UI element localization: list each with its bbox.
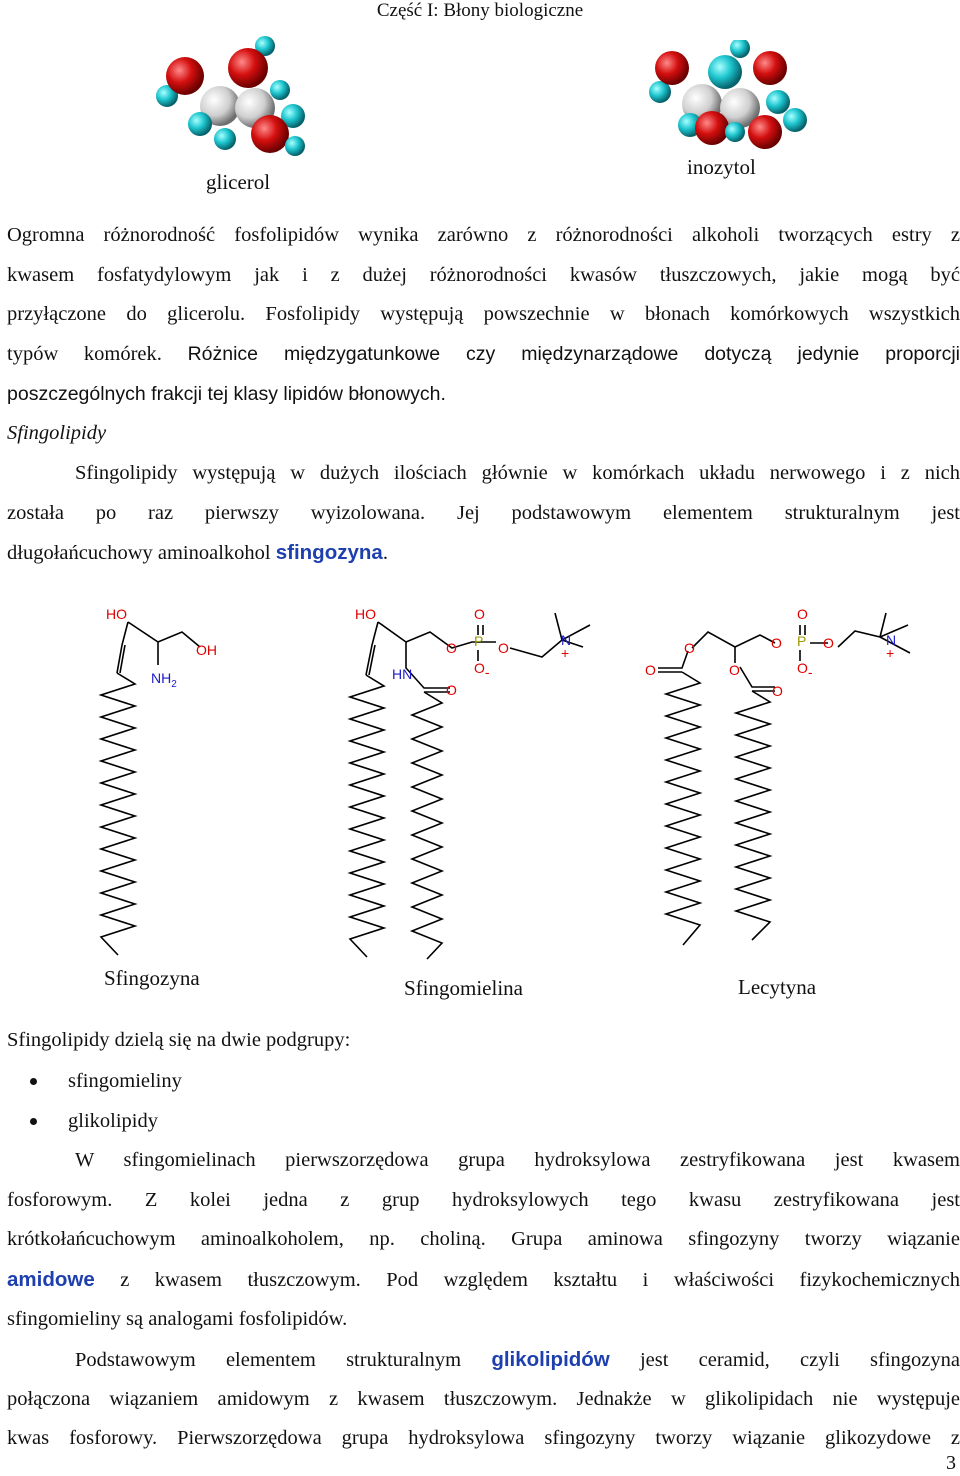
lecithin-O2-label: O — [645, 662, 656, 678]
sphingosine-skeleton — [117, 622, 200, 673]
text-line: krótkołańcuchowym aminoalkoholem, np. choliną. Grupa aminowa sfingozyny tworzy wiązanie — [7, 1228, 960, 1251]
lecithin-O-minus-label: O- — [797, 660, 813, 680]
lecithin-O6-label: O — [797, 606, 808, 622]
sphingomyelin-plus-label: + — [561, 645, 570, 661]
paragraph-phospholipids — [7, 216, 960, 414]
paragraph-sphingomyelins — [7, 1141, 960, 1339]
sphingomyelin-P-label: P — [474, 633, 484, 649]
sphingosine-NH2-label: $NH_2$ — [151, 670, 177, 690]
sphingomyelin-tail-1 — [350, 675, 384, 957]
term-sfingozyna: sfingozyna — [275, 541, 383, 565]
caption-lecytyna: Lecytyna — [738, 975, 817, 999]
lecithin-O5-label: O — [771, 635, 782, 651]
caption-sfingozyna: Sfingozyna — [104, 966, 200, 990]
sphingomyelin-O2-label: O — [474, 606, 485, 622]
sphingomyelin-tail-2 — [412, 692, 442, 959]
glicerol-label: glicerol — [206, 170, 271, 194]
inozytol-molecule-image — [640, 40, 820, 150]
text-line: Podstawowym elementem strukturalnym glikolipidów jest ceramid, czyli sfingozyna — [75, 1348, 960, 1371]
text-line: Sfingolipidy dzielą się na dwie podgrupy: — [7, 1029, 351, 1051]
lecithin-plus-label: + — [886, 645, 895, 661]
text-line: kwasem fosfatydylowym jak i z dużej różnorodności kwasów tłuszczowych, jakie mogą być — [7, 263, 960, 286]
term-glikolipidow: glikolipidów — [491, 1348, 610, 1371]
bullet-icon — [30, 1078, 37, 1085]
text-line: poszczególnych frakcji tej klasy lipidów błonowych. — [7, 382, 446, 405]
lecithin-N-label: N — [886, 632, 897, 648]
text-line: przyłączone do glicerolu. Fosfolipidy występują powszechnie w błonach komórkowych wszystkich — [7, 303, 960, 326]
list-item-glikolipidy: glikolipidy — [68, 1110, 158, 1132]
sphingomyelin-HO-label: HO — [355, 606, 376, 622]
inozytol-label: inozytol — [687, 155, 756, 179]
lecithin-O1-label: O — [684, 640, 695, 656]
text-line: typów komórek. Różnice międzygatunkowe czy międzynarządowe dotyczą jedynie proporcji — [7, 343, 960, 366]
list-item-sfingomieliny: sfingomieliny — [68, 1070, 182, 1092]
sphingosine-tail — [101, 673, 135, 955]
text-line: fosforowym. Z kolei jedna z grup hydroksylowych tego kwasu zestryfikowana jest — [7, 1188, 960, 1211]
sphingomyelin-amide-O-label: O — [446, 682, 457, 698]
text-line: długołańcuchowy aminoalkohol sfingozyna. — [7, 541, 388, 565]
sphingosine-HO-label: HO — [106, 606, 127, 622]
sphingosine-OH-label: OH — [196, 642, 217, 658]
text-line: kwas fosforowy. Pierwszorzędowa grupa hydroksylowa sfingozyny tworzy wiązanie glikozydowe z — [7, 1427, 960, 1450]
lecithin-O3-label: O — [729, 662, 740, 678]
bullet-icon — [30, 1118, 37, 1125]
chemical-structures-figure — [0, 595, 960, 975]
text-line: połączona wiązaniem amidowym z kwasem tłuszczowym. Jednakże w glikolipidach nie występuje — [7, 1387, 960, 1410]
section-title-sfingolipidy: Sfingolipidy — [7, 422, 107, 444]
text-line: Sfingolipidy występują w dużych ilościach głównie w komórkach układu nerwowego i z nich — [75, 462, 960, 484]
sphingomyelin-N-label: N — [561, 632, 572, 648]
text-line: została po raz pierwszy wyizolowana. Jej podstawowym elementem strukturalnym jest — [7, 501, 960, 524]
sphingomyelin-O3-label: O — [498, 640, 509, 656]
lecithin-tail-1 — [666, 672, 700, 945]
sphingomyelin-HN-label: HN — [392, 666, 413, 682]
sphingomyelin-O1-label: O — [446, 640, 457, 656]
page-header: Część I: Błony biologiczne — [376, 0, 584, 21]
lecithin-O7-label: O — [823, 635, 834, 651]
glicerol-molecule-image — [145, 36, 335, 156]
term-amidowe: amidowe — [7, 1268, 95, 1292]
text-line: Ogromna różnorodność fosfolipidów wynika zarówno z różnorodności alkoholi tworzących estry z — [7, 224, 960, 246]
page-number: 3 — [946, 1452, 956, 1474]
text-line: sfingomieliny są analogami fosfolipidów. — [7, 1307, 348, 1330]
paragraph-glycolipids — [7, 1340, 960, 1459]
text-line: amidowe z kwasem tłuszczowym. Pod względem kształtu i właściwości fizykochemicznych — [7, 1268, 960, 1292]
paragraph-subgroups — [7, 1021, 960, 1061]
text-line: W sfingomielinach pierwszorzędowa grupa hydroksylowa zestryfikowana jest kwasem — [75, 1149, 960, 1171]
lecithin-O4-label: O — [772, 683, 783, 699]
lecithin-P-label: P — [797, 633, 807, 649]
paragraph-sphingolipids — [7, 454, 960, 573]
lecithin-tail-2 — [736, 691, 770, 940]
sphingomyelin-O-minus-label: O- — [474, 660, 490, 680]
caption-sfingomielina: Sfingomielina — [404, 976, 523, 1000]
